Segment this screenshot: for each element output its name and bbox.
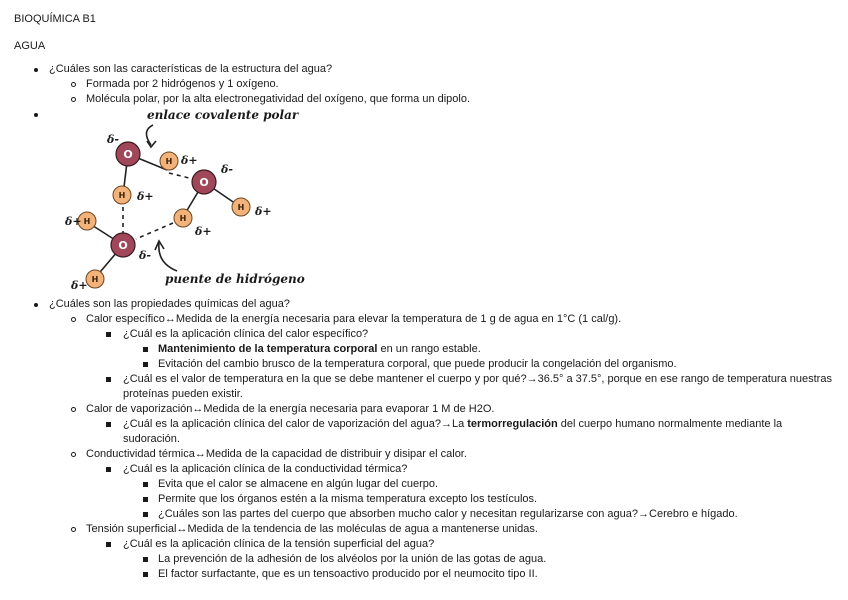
list-item	[123, 477, 838, 492]
hydrogen-label-6: H	[91, 275, 99, 284]
oxygen-label-1: O	[123, 148, 133, 161]
item-text: El factor surfactante, que es un tensoactivo producido por el neumocito tipo II.	[158, 568, 538, 580]
arrow-covalent-head	[147, 141, 156, 147]
specific-heat-question: ¿Cuál es la aplicación clínica del calor específico?	[123, 328, 369, 340]
structure-item-1: Formada por 2 hidrógenos y 1 oxígeno.	[86, 78, 279, 90]
section-heading: AGUA	[14, 40, 46, 52]
water-molecule-diagram	[61, 107, 321, 299]
hydrogen-label-2: H	[118, 191, 126, 200]
list-item	[86, 537, 838, 582]
charge-o1: δ-	[107, 133, 119, 146]
hbond-h1-o2	[169, 173, 193, 179]
charge-h5: δ+	[65, 215, 82, 228]
charge-h1: δ+	[181, 154, 198, 167]
hydrogen-label-3: H	[237, 203, 245, 212]
list-item	[86, 372, 838, 402]
item-text: del cuerpo humano normalmente mediante la sudoración.	[123, 418, 783, 445]
list-item	[123, 492, 838, 507]
arrow-hbond	[159, 243, 177, 271]
charge-h6: δ+	[71, 279, 88, 292]
list-item-figure	[14, 107, 838, 299]
conductivity-text: Conductividad térmica↔Medida de la capacidad de distribuir y disipar el calor.	[86, 448, 467, 460]
specific-heat-text: Calor específico↔Medida de la energía necesaria para elevar la temperatura de 1 g de agua en 1°C (1 cal/g).	[86, 313, 622, 325]
charge-h3: δ+	[255, 205, 272, 218]
label-hydrogen-bond: puente de hidrógeno	[165, 272, 305, 286]
list-item	[86, 417, 838, 447]
list-item	[123, 507, 838, 522]
main-list	[14, 62, 838, 582]
label-covalent-bond: enlace covalente polar	[147, 108, 299, 122]
property-specific-heat	[49, 312, 838, 402]
question-properties: ¿Cuáles son las propiedades químicas del agua?	[49, 298, 290, 310]
oxygen-label-2: O	[199, 176, 209, 189]
property-thermal-conductivity	[49, 447, 838, 522]
list-item-structure	[14, 62, 838, 107]
conductivity-question: ¿Cuál es la aplicación clínica de la conductividad térmica?	[123, 463, 408, 475]
charge-h2: δ+	[137, 190, 154, 203]
surface-tension-question: ¿Cuál es la aplicación clínica de la tensión superficial del agua?	[123, 538, 435, 550]
charge-o3: δ-	[139, 249, 151, 262]
item-text: en un rango estable.	[377, 343, 481, 355]
vaporization-text: Calor de vaporización↔Medida de la energía necesaria para evaporar 1 M de H2O.	[86, 403, 495, 415]
temperature-question: ¿Cuál es el valor de temperatura en la que se debe mantener el cuerpo y por qué?→36.5° a 37.5°, porque en ese rango de temperatura nuestras proteínas pueden existir.	[123, 373, 832, 400]
list-item	[123, 567, 838, 582]
document-title: BIOQUÍMICA B1	[14, 13, 96, 25]
charge-o2: δ-	[221, 163, 233, 176]
list-item	[123, 552, 838, 567]
hbond-h4-o3	[136, 223, 173, 239]
list-item	[49, 77, 838, 92]
list-item-properties	[14, 297, 838, 582]
item-text: ¿Cuáles son las partes del cuerpo que absorben mucho calor y necesitan regularizarse con agua?→Cerebro e hígado.	[158, 508, 738, 520]
property-vaporization-heat	[49, 402, 838, 447]
list-item	[49, 92, 838, 107]
item-text: La prevención de la adhesión de los alvéolos por la unión de las gotas de agua.	[158, 553, 547, 565]
list-item	[86, 327, 838, 372]
water-molecule-figure	[61, 107, 311, 299]
hydrogen-label-4: H	[179, 214, 187, 223]
oxygen-label-3: O	[118, 239, 128, 252]
property-surface-tension	[49, 522, 838, 582]
question-structure: ¿Cuáles son las características de la estructura del agua?	[49, 63, 333, 75]
bold-text: termorregulación	[467, 418, 558, 430]
bold-text: Mantenimiento de la temperatura corporal	[158, 343, 378, 355]
list-item	[123, 342, 838, 357]
item-text: Evitación del cambio brusco de la temperatura corporal, que puede producir la congelación del organismo.	[158, 358, 677, 370]
surface-tension-text: Tensión superficial↔Medida de la tendencia de las moléculas de agua a mantenerse unidas.	[86, 523, 538, 535]
list-item	[86, 462, 838, 522]
structure-item-2: Molécula polar, por la alta electronegatividad del oxígeno, que forma un dipolo.	[86, 93, 471, 105]
hydrogen-label-5: H	[83, 217, 91, 226]
item-text: Evita que el calor se almacene en algún lugar del cuerpo.	[158, 478, 439, 490]
list-item	[123, 357, 838, 372]
item-text: Permite que los órganos estén a la misma temperatura excepto los testículos.	[158, 493, 538, 505]
document	[14, 12, 838, 582]
charge-h4: δ+	[195, 225, 212, 238]
hydrogen-label-1: H	[165, 157, 173, 166]
item-text: ¿Cuál es la aplicación clínica del calor de vaporización del agua?→La	[123, 418, 468, 430]
